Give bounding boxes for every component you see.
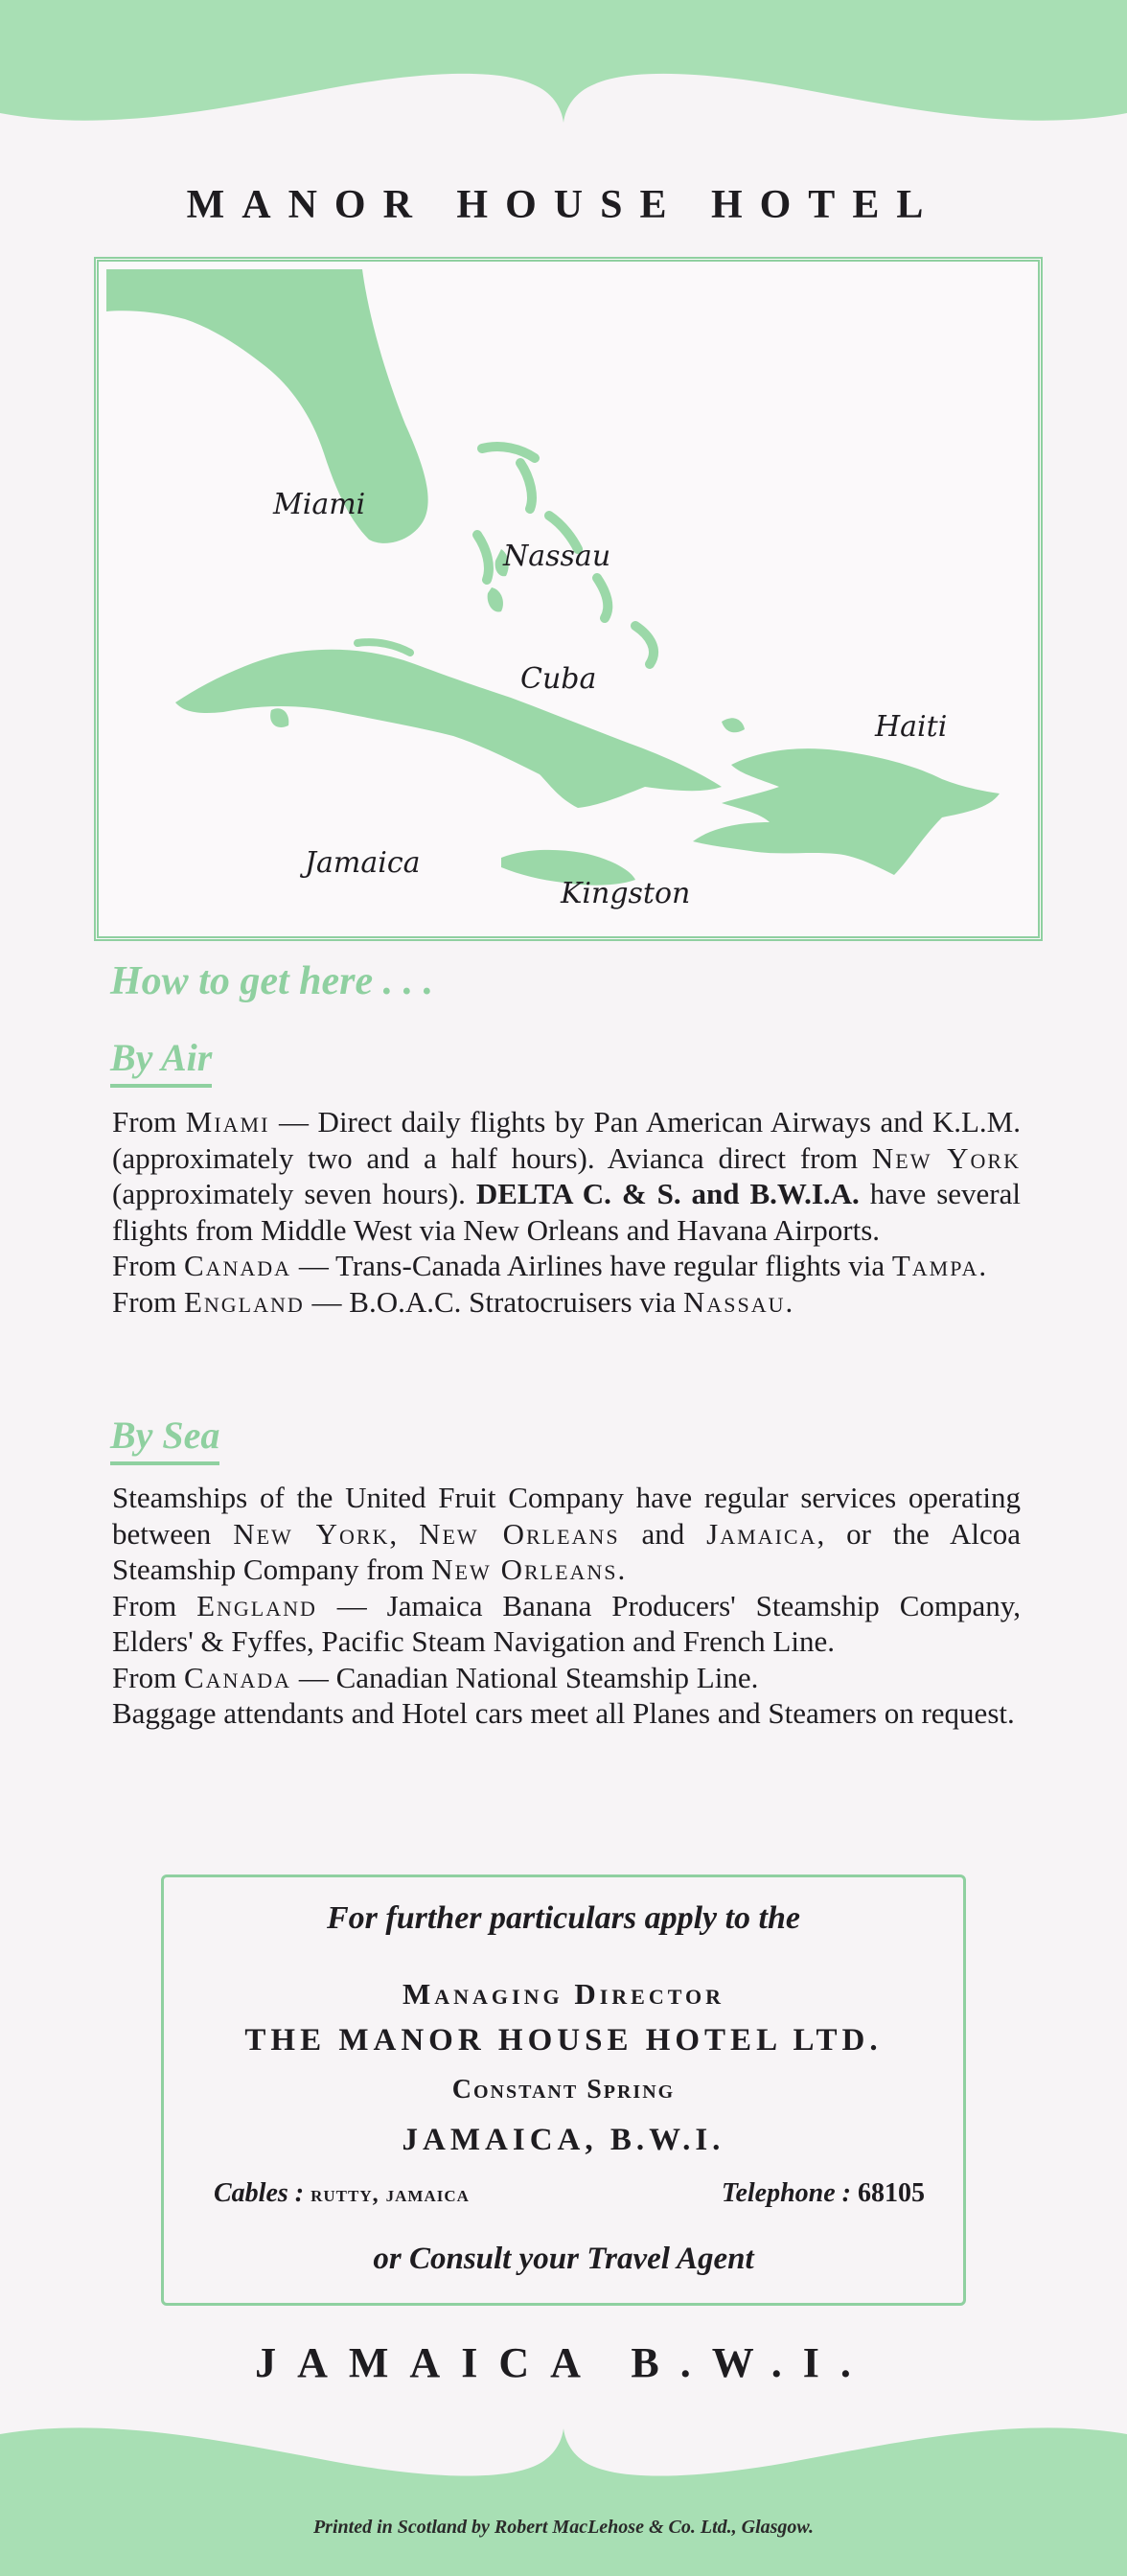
by-sea-text	[112, 1480, 1021, 1732]
how-to-get-here-heading: How to get here . . .	[110, 959, 434, 1003]
map-land-shapes	[99, 262, 1038, 936]
map-label-haiti: Haiti	[875, 710, 948, 744]
sea-united-fruit-paragraph: Steamships of the United Fruit Company have regular services operating between New York, New Orleans and Jamaica, or the Alcoa Steamship Company from New Orleans.	[112, 1481, 1021, 1586]
hispaniola-landmass	[693, 748, 1000, 875]
sea-baggage-paragraph: Baggage attendants and Hotel cars meet all Planes and Steamers on request.	[112, 1696, 1015, 1730]
printer-credit: Printed in Scotland by Robert MacLehose & Co. Ltd., Glasgow.	[312, 2517, 815, 2538]
air-canada-paragraph: From Canada — Trans-Canada Airlines have regular flights via Tampa.	[112, 1249, 987, 1282]
footer-title: JAMAICA B.W.I.	[255, 2339, 872, 2386]
florida-landmass	[106, 269, 428, 543]
by-air-text	[112, 1104, 1021, 1320]
top-wave-decoration	[0, 0, 1127, 144]
company-name-line: THE MANOR HOUSE HOTEL LTD.	[244, 2023, 883, 2058]
caribbean-map	[94, 257, 1043, 941]
by-air-heading: By Air	[110, 1035, 212, 1088]
cables-line: Cables : rutty, jamaica	[214, 2178, 470, 2208]
bottom-wave-decoration	[0, 2415, 1127, 2576]
map-label-cuba: Cuba	[520, 662, 597, 696]
location-line: JAMAICA, B.W.I.	[402, 2123, 725, 2157]
map-label-miami: Miami	[273, 488, 366, 521]
hotel-title: MANOR HOUSE HOTEL	[186, 183, 941, 227]
contact-box	[161, 1874, 966, 2306]
air-miami-paragraph: From Miami — Direct daily flights by Pan American Airways and K.L.M. (approximately two and a half hours). Avianca direct from New York (approximately seven hours). DELTA C. & S. and B.W.I.A. have several flights from Middle West via New Orleans and Havana Airports.	[112, 1105, 1021, 1247]
air-england-paragraph: From England — B.O.A.C. Stratocruisers via Nassau.	[112, 1284, 794, 1319]
map-label-jamaica: Jamaica	[305, 846, 421, 880]
cuba-landmass	[175, 650, 722, 808]
sea-england-paragraph: From England — Jamaica Banana Producers' Steamship Company, Elders' & Fyffes, Pacific Steam Navigation and French Line.	[112, 1588, 1021, 1658]
map-label-kingston: Kingston	[561, 877, 691, 910]
telephone-line: Telephone : 68105	[721, 2178, 925, 2208]
constant-spring-line: Constant Spring	[451, 2075, 676, 2104]
by-sea-heading: By Sea	[110, 1413, 219, 1465]
managing-director-line: Managing Director	[402, 1977, 725, 2011]
map-label-nassau: Nassau	[503, 540, 611, 573]
sea-canada-paragraph: From Canada — Canadian National Steamship Line.	[112, 1660, 759, 1694]
consult-travel-agent-line: or Consult your Travel Agent	[373, 2242, 754, 2276]
apply-line: For further particulars apply to the	[326, 1900, 800, 1936]
